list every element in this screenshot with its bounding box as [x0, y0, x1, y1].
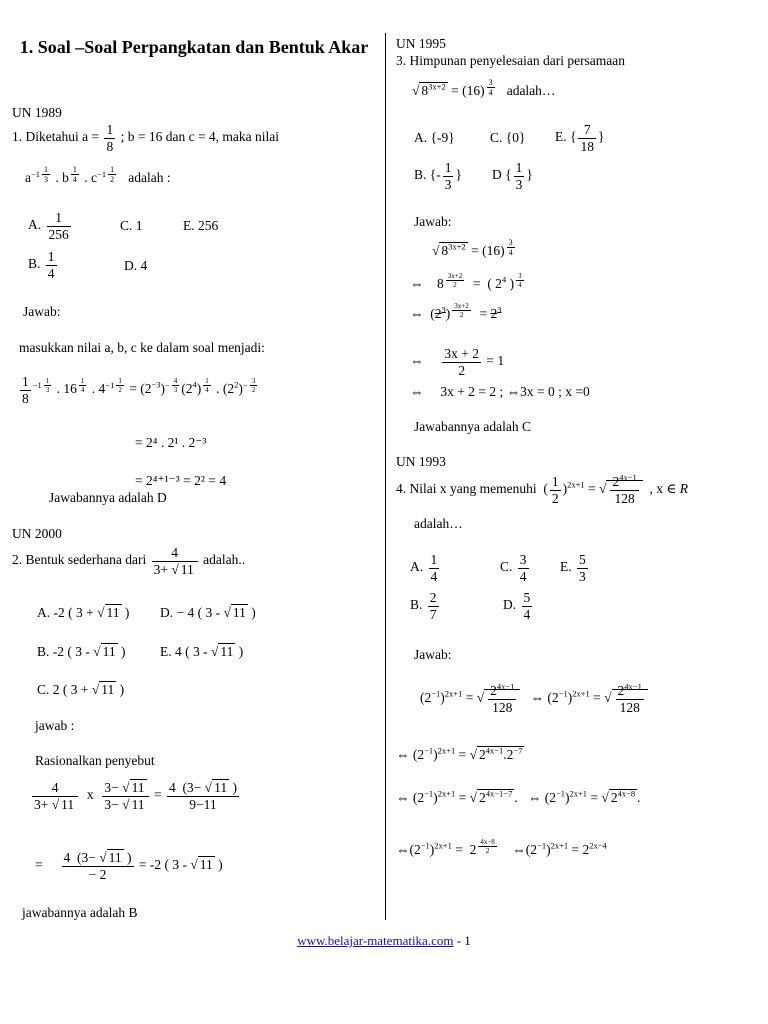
jawab-label-3: Jawab:: [414, 214, 452, 229]
q1-option-c: C. 1: [120, 218, 143, 233]
q2-option-b: B. -2 ( 3 - √ 11 ): [37, 644, 126, 659]
question-3: 3. Himpunan penyelesaian dari persamaan: [396, 53, 626, 68]
question-2: 2. Bentuk sederhana dari $\frac{4}{3+ √ 11}$ adalah..: [12, 545, 246, 577]
q2-option-e: E. 4 ( 3 - √ 11 ): [160, 644, 244, 659]
q3-step-4: ⇔ $\frac{3x + 2}{2}$ = 1: [410, 346, 505, 378]
q4-option-c: C. $\frac{3}{4}$: [500, 552, 527, 584]
q2-rationalize: Rasionalkan penyebut: [35, 753, 155, 768]
q4-step-2: ⇔ $(2^{-1})^{2x+1}$ = √ $2^{4x-1}.2^{-7}$: [396, 745, 523, 762]
q1-expression: $a^{-1 \frac{1}{3}}$ . b $^{\frac{1}{4}}$ . $c^{-1 \frac{1}{2}}$ adalah :: [25, 165, 171, 186]
q3-option-c: C. {0}: [490, 130, 526, 145]
q2-option-c: C. 2 ( 3 + √ 11 ): [37, 682, 125, 697]
q2-fraction: $\frac{4}{3+ √ 11}$: [152, 545, 198, 577]
q3-step-3: ⇔ $(2^3)$ $^{\frac{3x+2}{2}}$ = $2^3$: [410, 302, 502, 321]
q1-option-e: E. 256: [183, 218, 219, 233]
q4-option-a: A. $\frac{1}{4}$: [410, 552, 438, 584]
q4-step-1: $(2^{-1})^{2x+1}$ = √ $\frac{2^{4x-1}}{128}$ ⇔ $(2^{-1})^{2x+1}$ = √ $\frac{2^{4x-1}}{128}$: [420, 683, 648, 715]
q3-option-a: A. {-9}: [414, 130, 455, 145]
q2-work-line-2: = $\frac{4 (3- √ 11 )}{- 2}$ = -2 ( 3 - √ 11 ): [35, 850, 223, 882]
q2-option-a: A. -2 ( 3 + √ 11 ): [37, 605, 130, 620]
website-link[interactable]: www.belajar-matematika.com: [297, 933, 454, 948]
question-1: 1. Diketahui a = $\frac{1}{8}$ ; b = 16 dan c = 4, maka nilai: [12, 122, 280, 154]
q1-work-line-1: $\frac{1}{8}$ $^{-1 \frac{1}{3}}$ . 16 $^{\frac{1}{4}}$ . $4^{-1 \frac{1}{2}}$ = $(2^{-3})^{- \frac{4}{3}}$ $(2^4)$ $^{\frac{1}{4}}$ . $(2^2)^{- \frac{3}{2}}$: [22, 374, 256, 406]
jawab-label-1: Jawab:: [23, 304, 61, 319]
year-label-1993: UN 1993: [396, 454, 446, 469]
q2-option-d: D. − 4 ( 3 - √ 11 ): [160, 605, 256, 620]
q2-work-line-1: $\frac{4}{3+ √ 11}$ x $\frac{3- √ 11}{3- √ 11}$ = $\frac{4 (3- √ 11 )}{9-11}$: [34, 780, 237, 812]
question-4: 4. Nilai x yang memenuhi ( $\frac{1}{2}$ )$^{2x+1}$ = √ $\frac{2^{4x-1}}{128}$ , x ∈ R: [396, 472, 688, 506]
page-number: - 1: [456, 933, 471, 948]
q1-option-d: D. 4: [124, 258, 148, 273]
q3-option-e: E. { $\frac{7}{18}$ }: [555, 122, 605, 154]
q4-option-e: E. $\frac{5}{3}$: [560, 552, 586, 584]
q3-step-5: ⇔ 3x + 2 = 2 ; ⇔3x = 0 ; x =0: [410, 384, 590, 399]
q3-option-b: B. {- $\frac{1}{3}$ }: [414, 160, 462, 192]
year-label-1995: UN 1995: [396, 36, 446, 51]
q3-option-d: D { $\frac{1}{3}$ }: [492, 160, 533, 192]
q3-step-2: ⇔ 8 $^{\frac{3x+2}{2}}$ = ( $2^4$ ) $^{\frac{3}{4}}$: [410, 272, 522, 291]
q4-option-b: B. $\frac{2}{7}$: [410, 590, 437, 622]
q1-work-line-3: = 2⁴⁺¹⁻³ = 2² = 4: [135, 473, 227, 488]
year-label-2000: UN 2000: [12, 526, 62, 541]
page-title: 1. Soal –Soal Perpangkatan dan Bentuk Akar: [19, 37, 369, 57]
q2-answer: jawabannya adalah B: [22, 905, 138, 920]
q3-equation: √ $8^{3x+2} = (16)$ $^{\frac{3}{4}}$ adalah…: [412, 78, 556, 99]
q1-instruction: masukkan nilai a, b, c ke dalam soal menjadi:: [19, 340, 265, 355]
q1-fraction-a: $\frac{1}{8}$: [106, 122, 114, 154]
year-label-1989: UN 1989: [12, 105, 62, 120]
q4-option-d: D. $\frac{5}{4}$: [503, 590, 531, 622]
q1-work-line-2: = 2⁴ . 2¹ . 2⁻³: [135, 435, 207, 450]
q3-step-1: √ $8^{3x+2} = (16)$ $^{\frac{3}{4}}$: [432, 238, 513, 259]
jawab-label-4: Jawab:: [414, 647, 452, 662]
q4-adalah: adalah…: [414, 516, 463, 531]
q3-answer: Jawabannya adalah C: [414, 419, 531, 434]
page-footer: [0, 933, 768, 949]
column-divider: [385, 33, 386, 920]
jawab-label-2: jawab :: [35, 718, 75, 733]
q4-step-4: $\Leftrightarrow(2^{-1})^{2x+1} = 2$ $^{\frac{4x-8}{2}}$ $\Leftrightarrow(2^{-1})^{2x+1} = 2^{2x-4}$: [396, 838, 607, 857]
q1-answer: Jawabannya adalah D: [49, 490, 167, 505]
q4-step-3: ⇔ $(2^{-1})^{2x+1}$ = √ $2^{4x-1-7}$ . ⇔ $(2^{-1})^{2x+1}$ = √ $2^{4x-8}$ .: [396, 788, 641, 805]
q1-option-b: B. $\frac{1}{4}$: [28, 249, 55, 281]
q1-option-a: A. $\frac{1}{256}$: [28, 210, 69, 242]
